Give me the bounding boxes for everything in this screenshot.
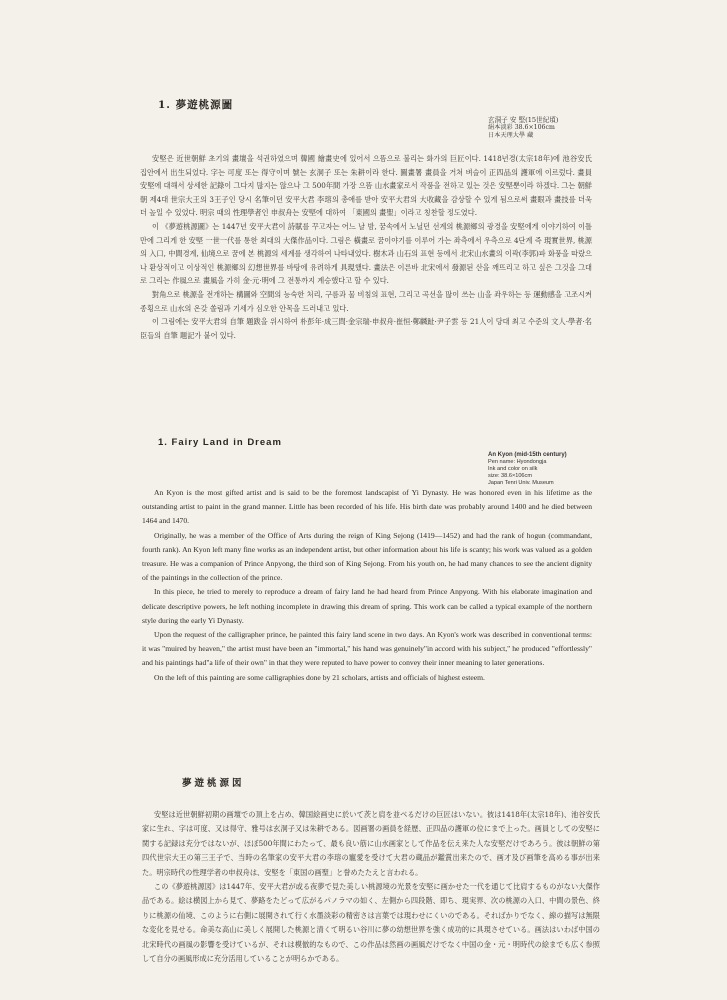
english-paragraph: On the left of this painting are some calligraphies done by 21 scholars, artists and officials of highest esteem. [154, 672, 485, 682]
english-title: 1. Fairy Land in Dream [158, 437, 282, 448]
korean-paragraph: 安堅은 近世朝鮮 초기의 畫壇을 석권하였으며 韓國 繪畫史에 있어서 으뜸으로 불리는 화가의 巨匠이다. 1418년경(太宗18年)에 池谷安氏 집안에서 出生되었다. 字는 可度 또는 得守이며 號는 玄洞子 또는 朱耕이라 한다. 圖畫署 畫員을 거쳐 벼슬이 正四品의 護軍에 이르렀다. 畫員 安堅에 대해서 상세한 記錄이 그다지 많지는 않으나 그 500年間 가장 으뜸 山水畫家로서 작품을 전하고 있는 것은 安堅뿐이라 하겠다. 그는 朝鮮朝 제4대 世宗大王의 3王子인 당시 名筆이던 安平大君 李瑢의 총애를 받아 安平大君의 大收藏을 감상할 수 있게 됨으로써 畫眼과 畫技를 더욱더 높일 수 있었다. 明宗 때의 性理學者인 申叔舟는 安堅에 대하여 「東國의 畫聖」이라고 칭찬할 정도였다. [140, 154, 592, 218]
korean-body [140, 152, 592, 342]
english-meta-medium: Ink and color on silk [488, 466, 538, 472]
english-meta-collection: Japan Tenri Univ. Museum [488, 480, 554, 486]
korean-paragraph: 이 그림에는 安平大君의 自筆 題跋을 위시하여 朴彭年·成三問·金宗瑞·申叔舟·崔恒·鄭麟趾·尹子雲 등 21人이 당대 최고 수준의 文人·學者·名臣들의 自筆 題記가 붙어 있다. [140, 317, 592, 340]
japanese-title: 夢遊桃源図 [182, 778, 245, 789]
english-paragraph: Originally, he was a member of the Office of Arts during the reign of King Sejong (1419—1452) and had the rank of hogun (commandant, fourth rank). An Kyon left many fine works as an independent artist, but other information about his life is scanty; his work was valued as a golden treasure. He was a companion of Prince Anpyong, the third son of King Sejong. From his youth on, he had many chances to see the ancient dignity of the paintings in the collection of the prince. [142, 530, 592, 583]
korean-paragraph: 對角으로 桃源을 전개하는 構圖와 空間의 능숙한 처리, 구름과 물 비침의 표현, 그리고 곡선을 많이 쓰는 山을 좌우하는 등 運動感을 고조시켜 종횡으로 山水의 온갖 쏠림과 기세가 심오한 안목을 드러내고 있다. [140, 289, 592, 313]
english-body [142, 486, 592, 685]
korean-paragraph: 이 《夢遊桃源圖》는 1447년 安平大君이 詩賦를 꾸고자는 어느 날 밤, 꿈속에서 노닐던 선계의 桃源鄉의 광경을 安堅에게 이야기하여 이틀만에 그리게 한 安堅 一世一代를 통한 최대의 大傑作品이다. 그림은 橫畫로 꿈이야기를 이루어 가는 좌측에서 우측으로 4단계 즉 現實世界, 桃源의 入口, 中間경계, 仙境으로 꿈에 본 桃源의 세계를 생각하여 나타내었다. 樹木과 山石의 표현 등에서 北宋山水畫의 이곽(李郭)파 화풍을 따랐으나 환상적이고 이상적인 桃源鄉의 幻想世界를 바탕에 유려하게 具現했다. 畫法은 이른바 北宋에서 發源된 산을 깨뜨리고 하고 싶은 그것을 그대로 그리는 作風으로 畫風을 가히 金·元·明에 그 전통까지 계승했다고 할 수 있다. [140, 221, 592, 286]
english-meta-penname: Pen name: Hyondongja [488, 459, 547, 465]
japanese-body [142, 808, 600, 966]
korean-meta-collection: 日本天理大學 藏 [488, 132, 534, 139]
korean-title: 1. 夢遊桃源圖 [158, 99, 234, 111]
japanese-paragraph: この《夢遊桃源図》は1447年、安平大君が或る夜夢で見た美しい桃源境の光景を安堅に画かせた一代を通じて比肩するものがない大傑作品である。絵は横図上から見て、夢路をたどって広がるパノラマの如く、左側から四段階、即ち、現実界、次の桃源の入口、中間の景色、終りに桃源の仙境、このように右側に展開されて行く水墨淡彩の精密さは言葉では現わせにくいのである。そればかりでなく、線の描写は無限な変化を見せる。命美な高山に美しく展開した桃源と清くて明るい谷川に夢の幼想世界を強く成功的に具現させている。画法はいわば中国の北宋時代の画風の影響を受けているが、それは模倣的なもので、この作品は然画の画風だけでなく中国の金・元・明時代の絵までも広く参照して自分の画風形成に充分活用していることが明らかである。 [142, 882, 600, 964]
english-paragraph: An Kyon is the most gifted artist and is said to be the foremost landscapist of Yi Dynasty. He was honored even in his lifetime as the outstanding artist to paint in the grand manner. Little has been recorded of his life. His birth date was probably around 1400 and he died between 1464 and 1470. [142, 488, 592, 526]
korean-meta [488, 116, 638, 140]
japanese-paragraph: 安堅は近世朝鮮初期の画壇での頂上を占め、韓国絵画史に於いて茨と肩を並べるだけの巨匠はいない。彼は1418年(太宗18年)、池谷安氏家に生れ、字は可度、又は得守、雅号は玄洞子又は朱耕である。図画署の画員を経歴、正四品の護軍の位にまで上った。画員としての安堅に関する記録は充分ではないが、ほぼ500年間にわたって、最も良い筋に山水画家として作品を伝え来た人な安堅だけであろう。彼は朝鮮の第四代世宗大王の第三王子で、当時の名筆家の安平大君の李瑢の寵愛を受けて大君の蔵品が鑑賞出来たので、画才及び画筆を高める事が出来た。明宗時代の性理学者の申叔舟は、安堅を「東国の画聖」と誉めたたえと言われる。 [142, 810, 600, 877]
korean-meta-artist: 玄洞子 安 堅(15世紀頃) [488, 116, 559, 124]
korean-meta-medium: 絹本淡彩 38.6×106cm [488, 124, 555, 131]
english-meta [488, 452, 638, 487]
english-paragraph: Upon the request of the calligrapher prince, he painted this fairy land scene in two days. An Kyon's work was described in conventional terms: it was "muired by heaven," the artist must have been an "immortal," his hand was genuinely"in accord with his subject," he produced "effortlessly" and his paintings had"a life of their own" in that they were reputed to have power to convey their inner meaning to later generations. [142, 630, 592, 668]
english-paragraph: In this piece, he tried to merely to reproduce a dream of fairy land he had heard from Prince Anpyong. With his elaborate imagination and delicate descriptive powers, he left nothing incomplete in drawing this dream of spring. This work can be called a typical example of the northern style during the early Yi Dynasty. [142, 587, 592, 625]
english-meta-size: size: 38.6×106cm [488, 473, 532, 479]
english-meta-artist: An Kyon (mid-15th century) [488, 452, 567, 458]
